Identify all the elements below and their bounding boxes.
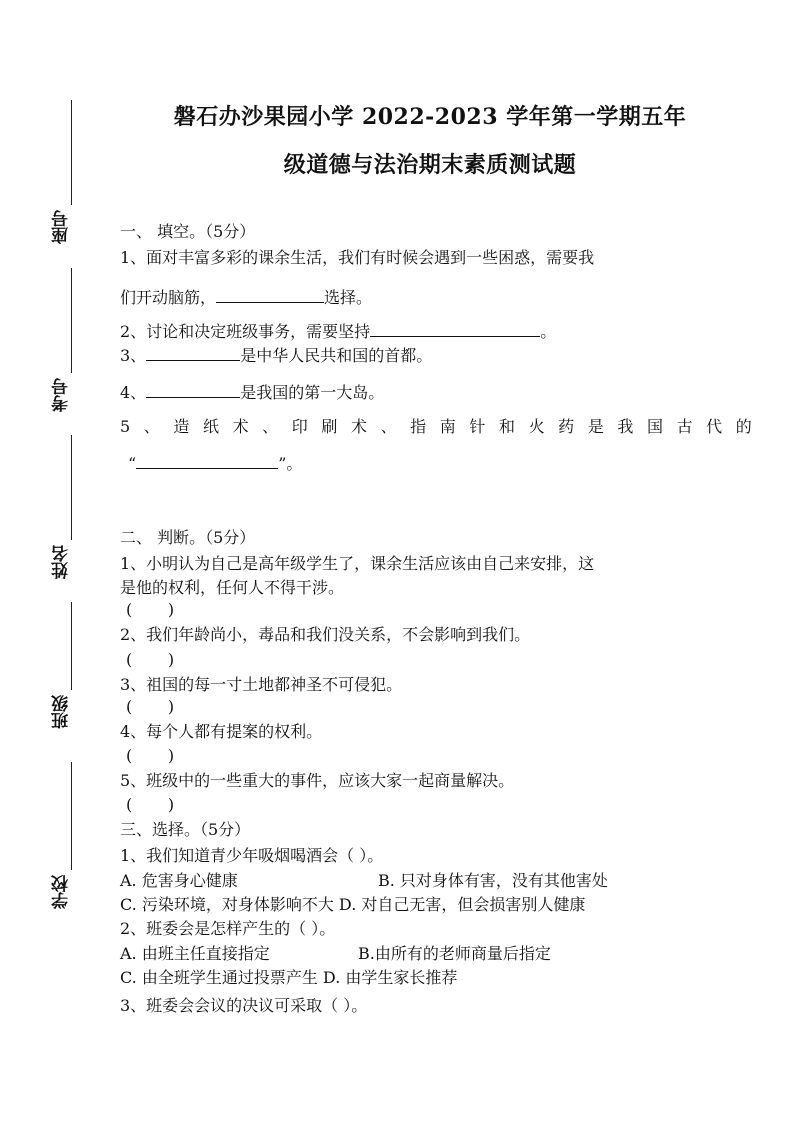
s1-question-3 bbox=[120, 344, 432, 366]
s1-q3-blank[interactable] bbox=[146, 344, 240, 361]
margin-line bbox=[71, 762, 72, 870]
school-label: 学校 bbox=[52, 875, 72, 909]
s1-question-5-line-1: 5、造纸术、印刷术、指南针和火药是我国古代的 bbox=[120, 417, 766, 436]
margin-line bbox=[71, 602, 72, 690]
section-3-heading: 三、选择。（5分） bbox=[120, 820, 251, 839]
s1-q5-quote-close: ”。 bbox=[278, 454, 303, 473]
s3-q2-option-a: A. 由班主任直接指定 bbox=[120, 944, 270, 963]
s1-q1-text-post: 选择。 bbox=[324, 288, 373, 307]
section-2-heading: 二、 判断。（5分） bbox=[120, 528, 256, 547]
s2-q3-answer-paren[interactable]: ( ) bbox=[126, 697, 175, 716]
s3-q2-options-c-d: C. 由全班学生通过投票产生 D. 由学生家长推荐 bbox=[120, 968, 458, 987]
s1-q4-blank[interactable] bbox=[146, 381, 240, 398]
page-title-line-1: 磐石办沙果园小学 2022-2023 学年第一学期五年 bbox=[173, 104, 687, 130]
margin-line bbox=[71, 435, 72, 540]
s2-question-1-line-1: 1、小明认为自己是高年级学生了，课余生活应该由自己来安排，这 bbox=[120, 554, 595, 573]
s2-q1-answer-paren[interactable]: ( ) bbox=[126, 600, 175, 619]
s1-question-5-line-2 bbox=[128, 452, 302, 474]
s3-q1-options-c-d: C. 污染环境，对身体影响不大 D. 对自己无害，但会损害别人健康 bbox=[120, 895, 586, 914]
page-title-line-2: 级道德与法治期末素质测试题 bbox=[283, 152, 577, 178]
s2-question-2: 2、我们年龄尚小，毒品和我们没关系，不会影响到我们。 bbox=[120, 625, 531, 644]
s2-q2-answer-paren[interactable]: ( ) bbox=[126, 650, 175, 669]
s3-question-2: 2、班委会是怎样产生的（ ）。 bbox=[120, 919, 336, 938]
s2-question-1-line-2: 是他的权利，任何人不得干涉。 bbox=[120, 578, 345, 597]
exam-number-label: 考号 bbox=[52, 378, 72, 412]
s1-q5-quote-open: “ bbox=[128, 454, 137, 473]
s3-question-3: 3、班委会会议的决议可采取（ ）。 bbox=[120, 996, 368, 1015]
s1-q5-blank[interactable] bbox=[136, 452, 278, 469]
s1-q2-text: 2、讨论和决定班级事务，需要坚持 bbox=[120, 322, 371, 341]
s1-q3-text-pre: 3、 bbox=[120, 346, 147, 365]
s2-question-4: 4、每个人都有提案的权利。 bbox=[120, 722, 323, 741]
s1-q1-blank[interactable] bbox=[216, 286, 324, 303]
s2-question-3: 3、祖国的每一寸土地都神圣不可侵犯。 bbox=[120, 675, 403, 694]
s3-question-1: 1、我们知道青少年吸烟喝酒会（ ）。 bbox=[120, 846, 384, 865]
s1-question-4 bbox=[120, 381, 384, 403]
s2-q5-answer-paren[interactable]: ( ) bbox=[126, 795, 175, 814]
s1-q3-text-post: 是中华人民共和国的首都。 bbox=[240, 346, 433, 365]
binding-margin bbox=[0, 0, 110, 1123]
s1-q4-text-post: 是我国的第一大岛。 bbox=[240, 383, 385, 402]
section-1-heading: 一、 填空。（5分） bbox=[120, 222, 256, 241]
s2-q4-answer-paren[interactable]: ( ) bbox=[126, 746, 175, 765]
seat-number-label: 座号 bbox=[52, 210, 72, 244]
s3-q1-option-b: B. 只对身体有害，没有其他害处 bbox=[378, 871, 608, 890]
s1-q4-text-pre: 4、 bbox=[120, 383, 147, 402]
s3-q1-option-a: A. 危害身心健康 bbox=[120, 871, 238, 890]
s1-q1-text-pre: 们开动脑筋， bbox=[120, 288, 217, 307]
s2-question-5: 5、班级中的一些重大的事件，应该大家一起商量解决。 bbox=[120, 771, 515, 790]
s1-q2-blank[interactable] bbox=[370, 320, 540, 337]
s1-question-1-line-1: 1、面对丰富多彩的课余生活，我们有时候会遇到一些困惑，需要我 bbox=[120, 248, 595, 267]
s1-q2-text-post: 。 bbox=[540, 322, 557, 341]
s3-q2-option-b: B.由所有的老师商量后指定 bbox=[358, 944, 551, 963]
margin-line bbox=[71, 100, 72, 205]
s1-question-1-line-2 bbox=[120, 286, 372, 308]
class-label: 班级 bbox=[52, 695, 72, 729]
s1-question-2 bbox=[120, 320, 556, 342]
name-label: 姓名 bbox=[52, 545, 72, 579]
margin-line bbox=[71, 268, 72, 373]
